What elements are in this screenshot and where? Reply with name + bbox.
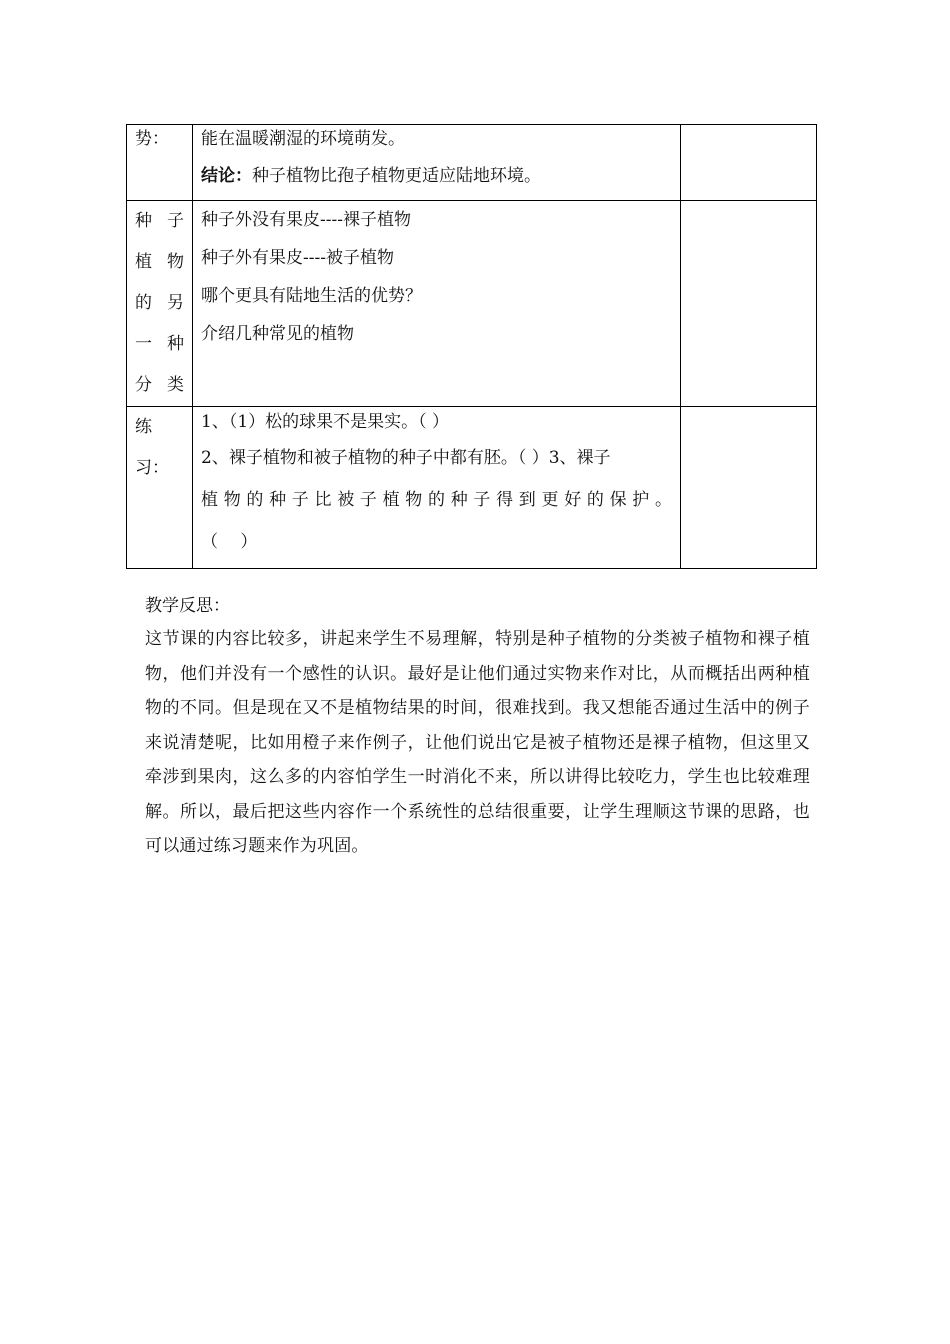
content-line: 种子外有果皮----被子植物 <box>201 248 394 268</box>
content-line: 能在温暖潮湿的环境萌发。 <box>201 129 405 149</box>
exercise-line: 植物的种子比被子植物的种子得到更好的保护。 <box>201 490 672 510</box>
reflection-paragraph: 这节课的内容比较多，讲起来学生不易理解，特别是种子植物的分类被子植物和裸子植物，他们并没有一个感性的认识。最好是让他们通过实物来作对比，从而概括出两种植物的不同。但是现在又不是植物结果的时间，很难找到。我又想能否通过生活中的例子来说清楚呢，比如用橙子来作例子，让他们说出它是被子植物还是裸子植物，但这里又牵涉到果肉，这么多的内容怕学生一时消化不来，所以讲得比较吃力，学生也比较难理解。所以，最后把这些内容作一个系统性的总结很重要，让学生理顺这节课的思路，也可以通过练习题来作为巩固。 <box>145 629 810 856</box>
row-label-line: 习： <box>135 458 169 478</box>
row-label-cell <box>127 201 193 407</box>
row-label-line: 势： <box>135 129 169 149</box>
row-content-cell <box>193 407 681 569</box>
notes-cell <box>681 201 817 407</box>
row-content-cell <box>193 201 681 407</box>
row-label-line: 种 子 <box>135 211 184 231</box>
conclusion-line <box>201 153 672 199</box>
row-label-cell <box>127 407 193 569</box>
exercise-line: 1、（1）松的球果不是果实。（ ） <box>201 412 450 432</box>
row-label-line: 植 物 <box>135 252 184 272</box>
exercise-line: （ ） <box>201 532 258 552</box>
exercise-line: 2、裸子植物和被子植物的种子中都有胚。（ ）3、裸子 <box>201 448 611 468</box>
notes-cell <box>681 407 817 569</box>
teaching-reflection <box>145 590 810 864</box>
table-row-advantage <box>127 125 817 201</box>
row-label-line: 练 <box>135 417 152 437</box>
conclusion-text: 种子植物比孢子植物更适应陆地环境。 <box>252 166 541 186</box>
row-label-line: 的 另 <box>135 293 184 313</box>
content-line: 介绍几种常见的植物 <box>201 324 354 344</box>
table-row-exercise <box>127 407 817 569</box>
content-line: 哪个更具有陆地生活的优势？ <box>201 286 422 306</box>
reflection-heading: 教学反思： <box>145 596 230 616</box>
content-line: 种子外没有果皮----裸子植物 <box>201 210 411 230</box>
row-content-cell <box>193 125 681 201</box>
conclusion-label: 结论： <box>201 166 252 186</box>
notes-cell <box>681 125 817 201</box>
row-label-line: 一 种 <box>135 334 184 354</box>
row-label-cell <box>127 125 193 201</box>
lesson-table <box>126 124 817 569</box>
row-label-line: 分类 <box>135 375 184 395</box>
table-row-classification <box>127 201 817 407</box>
